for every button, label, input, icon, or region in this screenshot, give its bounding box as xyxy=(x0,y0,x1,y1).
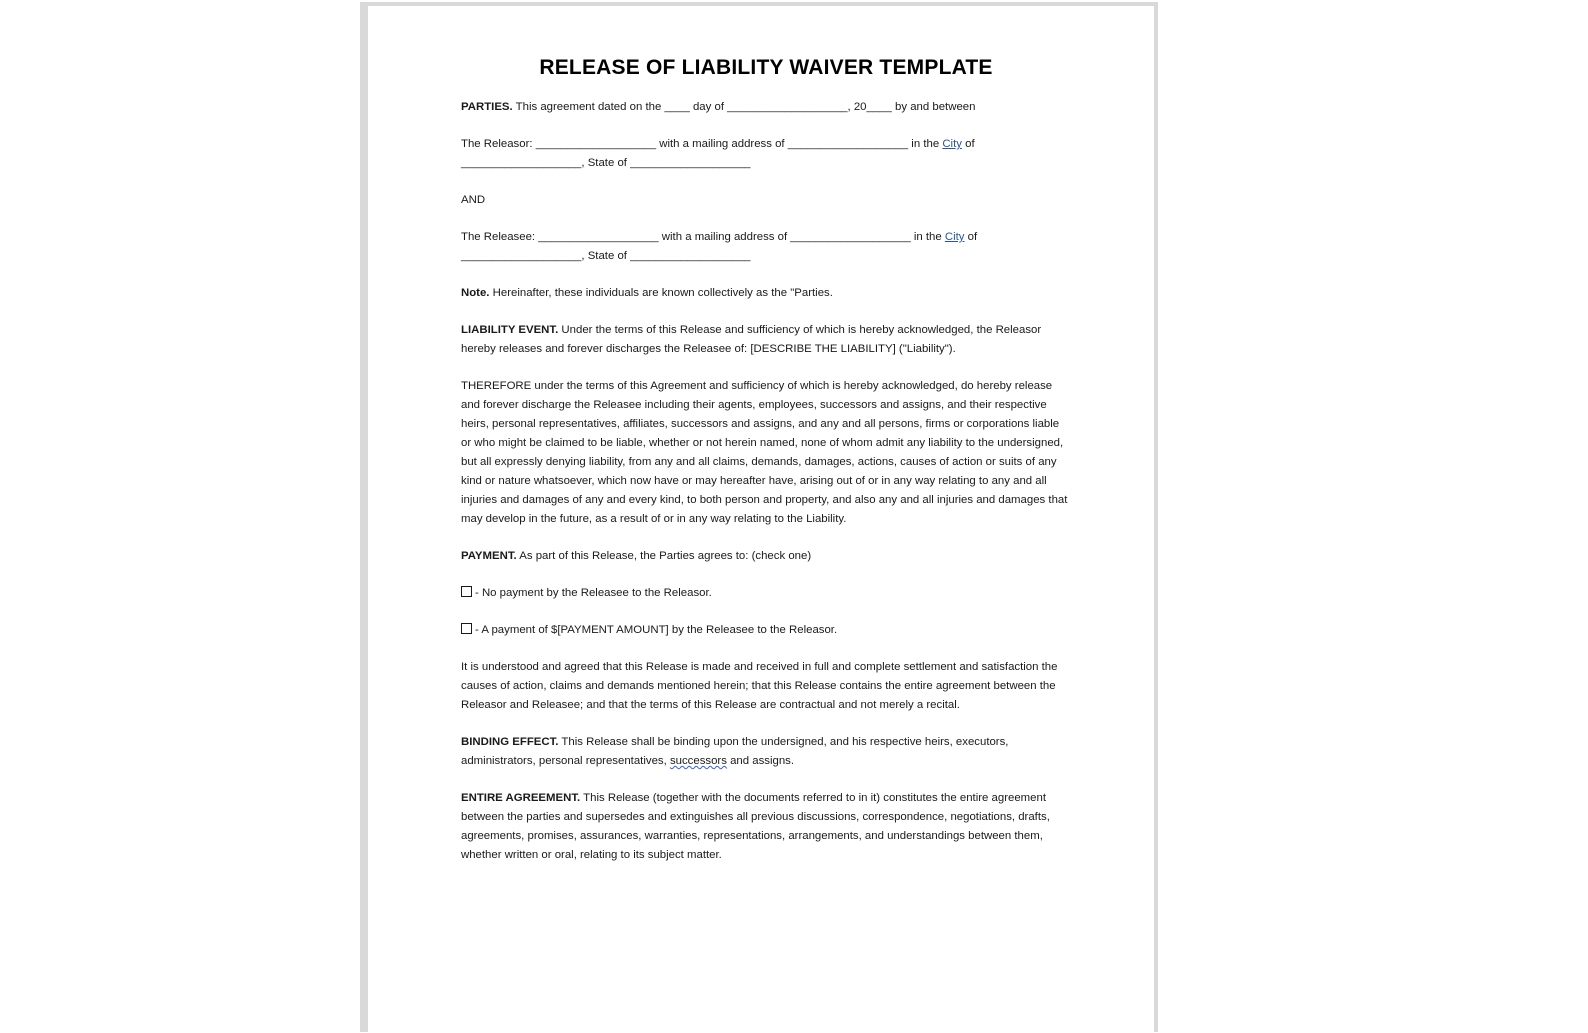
payment-paragraph xyxy=(461,547,1071,566)
no-payment-checkbox[interactable] xyxy=(461,586,472,597)
releasee-line2: ___________________, State of ___________________ xyxy=(461,250,751,262)
payment-label: PAYMENT. xyxy=(461,550,517,562)
payment-option-no-payment xyxy=(461,584,1071,603)
document-page xyxy=(368,6,1154,1033)
releasee-line1-suffix: of xyxy=(964,231,978,243)
note-text: Hereinafter, these individuals are known collectively as the "Parties. xyxy=(489,287,833,299)
liability-event-paragraph xyxy=(461,321,1071,359)
releasee-line1: The Releasee: ___________________ with a mailing address of ___________________ in the xyxy=(461,231,945,243)
liability-event-label: LIABILITY EVENT. xyxy=(461,324,559,336)
payment-option-amount xyxy=(461,621,1071,640)
note-paragraph xyxy=(461,284,1071,303)
binding-effect-paragraph xyxy=(461,733,1071,771)
entire-agreement-text: This Release (together with the documents referred to in it) constitutes the entire agreement between the parties and supersedes and extinguishes all previous discussions, correspondence, negotiations, drafts, agreements, promises, assurances, warranties, representations, arrangements, and understandings between them, whether written or oral, relating to its subject matter. xyxy=(461,792,1050,861)
releasor-city-link[interactable]: City xyxy=(942,138,962,150)
spellcheck-word: successors xyxy=(669,755,727,767)
entire-agreement-label: ENTIRE AGREEMENT. xyxy=(461,792,581,804)
parties-paragraph xyxy=(461,98,1071,117)
therefore-paragraph: THEREFORE under the terms of this Agreement and sufficiency of which is hereby acknowledged, do hereby release and forever discharge the Releasee including their agents, employees, successors and assigns, and their respective heirs, personal representatives, affiliates, successors and assigns, and any and all persons, firms or corporations liable or who might be claimed to be liable, whether or not herein named, none of whom admit any liability to the undersigned, but all expressly denying liability, from any and all claims, demands, damages, actions, causes of action or suits of any kind or nature whatsoever, which now have or may hereafter have, arising out of or in any way relating to any and all injuries and damages of any and every kind, to both person and property, and also any and all injuries and damages that may develop in the future, as a result of or in any way relating to the Liability. xyxy=(461,380,1068,525)
binding-effect-text: This Release shall be binding upon the undersigned, and his respective heirs, executors, administrators, personal representatives, xyxy=(461,736,1009,767)
releasor-line2: ___________________, State of ___________________ xyxy=(461,157,751,169)
releasee-city-link[interactable]: City xyxy=(944,231,965,243)
binding-effect-text-end: and assigns. xyxy=(726,755,795,767)
and-paragraph: AND xyxy=(461,194,486,206)
parties-label: PARTIES. xyxy=(461,101,513,113)
releasor-paragraph xyxy=(461,135,1071,173)
releasee-paragraph xyxy=(461,228,1071,266)
document-body xyxy=(461,56,1071,883)
parties-text: This agreement dated on the ____ day of ___________________, 20____ by and between xyxy=(512,101,976,113)
liability-event-text: Under the terms of this Release and sufficiency of which is hereby acknowledged, the Releasor hereby releases and forever discharges the Releasee of: [DESCRIBE THE LIABILITY] ("Liability"). xyxy=(461,324,1042,355)
payment-option2-label: - A payment of $[PAYMENT AMOUNT] by the Releasee to the Releasor. xyxy=(475,624,838,636)
note-label: Note. xyxy=(461,287,490,299)
binding-effect-label: BINDING EFFECT. xyxy=(461,736,559,748)
payment-amount-checkbox[interactable] xyxy=(461,623,472,634)
releasor-line1-suffix: of xyxy=(961,138,975,150)
payment-option1-label: - No payment by the Releasee to the Releasor. xyxy=(475,587,712,599)
understood-paragraph: It is understood and agreed that this Release is made and received in full and complete settlement and satisfaction the causes of action, claims and demands mentioned herein; that this Release contains the entire agreement between the Releasor and Releasee; and that the terms of this Release are contractual and not merely a recital. xyxy=(461,661,1058,711)
entire-agreement-paragraph xyxy=(461,789,1071,865)
document-title: RELEASE OF LIABILITY WAIVER TEMPLATE xyxy=(539,56,993,79)
releasor-line1: The Releasor: ___________________ with a mailing address of ___________________ in the xyxy=(461,138,943,150)
payment-text: As part of this Release, the Parties agrees to: (check one) xyxy=(516,550,812,562)
